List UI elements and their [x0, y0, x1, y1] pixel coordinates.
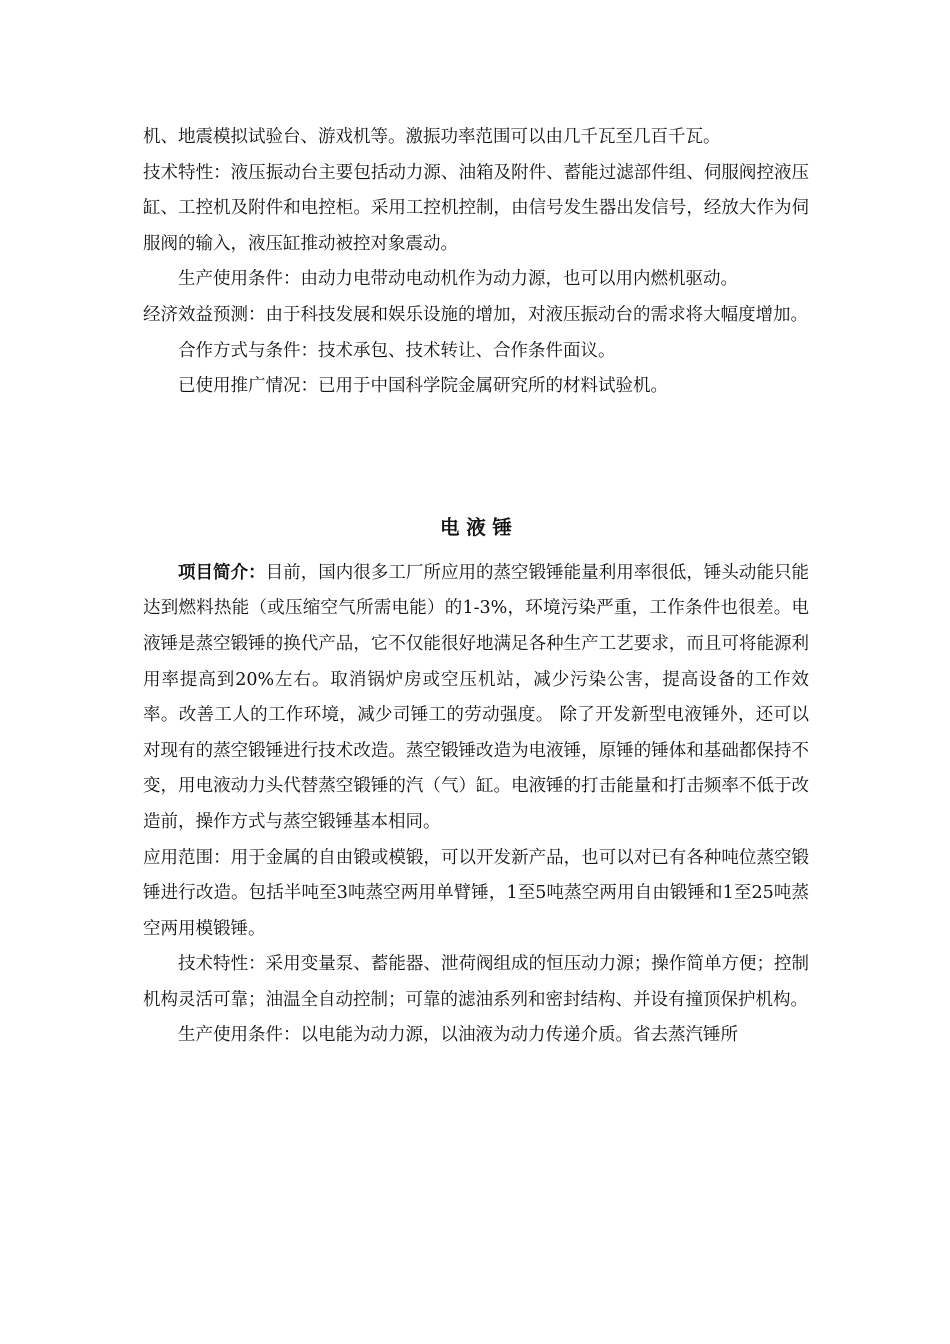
paragraph-technical-features: 技术特性：液压振动台主要包括动力源、油箱及附件、蓄能过滤部件组、伺服阀控液压缸、工控机及附件和电控柜。采用工控机控制，由信号发生器出发信号，经放大作为伺服阀的输入，液压缸推动被控对象震动。 — [143, 162, 809, 254]
paragraph-technical-features-2: 技术特性：采用变量泵、蓄能器、泄荷阀组成的恒压动力源；操作简单方便；控制机构灵活可靠；油温全自动控制；可靠的滤油系列和密封结构、并设有撞顶保护机构。 — [143, 954, 809, 1010]
paragraph-project-intro — [143, 556, 809, 841]
document-body — [143, 120, 809, 1054]
paragraph-continuation: 机、地震模拟试验台、游戏机等。激振功率范围可以由几千瓦至几百千瓦。 — [143, 127, 721, 147]
section-title-wrapper — [143, 510, 809, 546]
paragraph-economic-forecast: 经济效益预测：由于科技发展和娱乐设施的增加，对液压振动台的需求将大幅度增加。 — [143, 304, 808, 325]
intro-label: 项目简介： — [178, 562, 266, 583]
paragraph-cooperation: 合作方式与条件：技术承包、技术转让、合作条件面议。 — [178, 340, 616, 361]
paragraph-usage-conditions-2: 生产使用条件：以电能为动力源，以油液为动力传递介质。省去蒸汽锤所 — [178, 1025, 738, 1046]
intro-text: 目前，国内很多工厂所应用的蒸空锻锤能量利用率很低，锤头动能只能达到燃料热能（或压缩空气所需电能）的1-3%，环境污染严重，工作条件也很差。电液锤是蒸空锻锤的换代产品，它不仅能很好地满足各种生产工艺要求，而且可将能源利用率提高到20%左右。取消锅炉房或空压机站，减少污染公害，提高设备的工作效率。改善工人的工作环境，减少司锤工的劳动强度。 除了开发新型电液锤外，还可以对现有的蒸空锻锤进行技术改造。蒸空锻锤改造为电液锤，原锤的锤体和基础都保持不变，用电液动力头代替蒸空锻锤的汽（气）缸。电液锤的打击能量和打击频率不低于改造前，操作方式与蒸空锻锤基本相同。 — [143, 562, 810, 832]
section-title: 电 液 锤 — [439, 515, 513, 539]
paragraph-promotion: 已使用推广情况：已用于中国科学院金属研究所的材料试验机。 — [178, 376, 668, 397]
paragraph-application-scope: 应用范围：用于金属的自由锻或模锻，可以开发新产品，也可以对已有各种吨位蒸空锻锤进行改造。包括半吨至3吨蒸空两用单臂锤，1至5吨蒸空两用自由锻锤和1至25吨蒸空两用模锻锤。 — [143, 847, 809, 939]
paragraph-usage-conditions: 生产使用条件：由动力电带动电动机作为动力源，也可以用内燃机驱动。 — [178, 269, 738, 290]
